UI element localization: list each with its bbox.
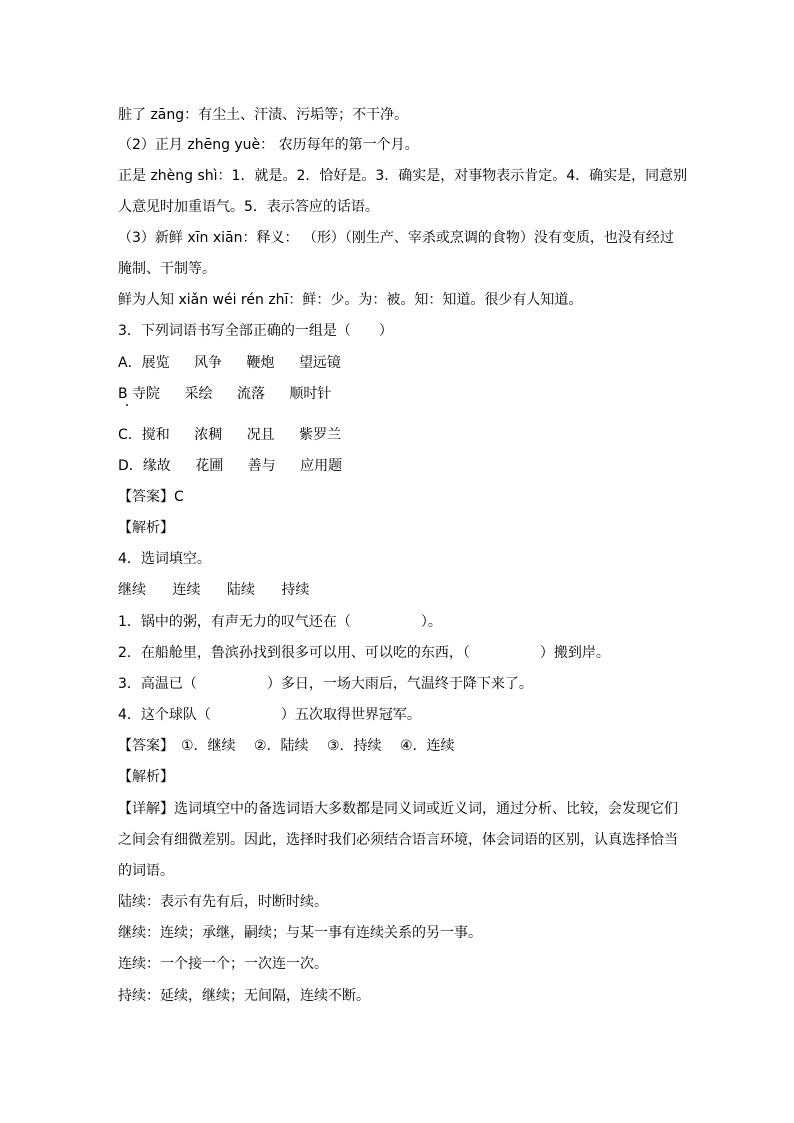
- text-line: （3）新鲜 xīn xiān：释义： （形）（刚生产、宰杀或烹调的食物）没有变质，也没有经过: [118, 230, 674, 246]
- detail-line: 连续：一个接一个；一次连一次。: [118, 956, 328, 972]
- detail-line: 持续：延续，继续；无间隔，连续不断。: [118, 988, 370, 1004]
- option-word: 况且: [246, 427, 275, 443]
- word-option: 连续: [172, 582, 201, 598]
- option-word: 花圃: [195, 458, 224, 474]
- option-word: 善与: [247, 458, 276, 474]
- analysis-label: 【解析】: [118, 769, 174, 785]
- detail-line: 【详解】选词填空中的备选词语大多数都是同义词或近义词，通过分析、比较，会发现它们: [118, 801, 678, 817]
- q4-item: 2．在船舱里，鲁滨孙找到很多可以用、可以吃的东西，（ ）搬到岸。: [118, 645, 610, 661]
- q4-item: 1．锅中的粥，有声无力的叹气还在（ ）。: [118, 614, 442, 630]
- detail-line: 陆续：表示有先有后，时断时续。: [118, 894, 328, 910]
- q4-answer: 【答案】 ①．继续 ②．陆续 ③．持续 ④．连续: [118, 738, 455, 754]
- text-line: 正是 zhèng shì：1．就是。2．恰好是。3．确实是，对事物表示肯定。4．确实是，同意别: [118, 168, 688, 184]
- detail-line: 的词语。: [118, 863, 174, 879]
- q3-option-b: [118, 384, 351, 404]
- word-option: 继续: [118, 582, 146, 598]
- option-label: A．展览: [118, 355, 170, 371]
- q3-option-d: [118, 456, 362, 476]
- q3-option-c: [118, 425, 361, 445]
- option-word: 采绘: [184, 386, 213, 402]
- option-word: 鞭炮: [246, 355, 275, 371]
- detail-line: 继续：连续；承继，嗣续；与某一事有连续关系的另一事。: [118, 925, 482, 941]
- q3-option-a: [118, 353, 361, 373]
- q4-item: 4．这个球队（ ）五次取得世界冠军。: [118, 707, 421, 723]
- text-line: 腌制、干制等。: [118, 261, 216, 277]
- option-word: 顺时针: [289, 386, 332, 402]
- text-line: （2）正月 zhēng yuè： 农历每年的第一个月。: [118, 137, 419, 153]
- q3-answer: 【答案】C: [118, 489, 184, 505]
- text-line: 鲜为人知 xiǎn wéi rén zhī：鲜：少。为：被。知：知道。很少有人知道。: [118, 292, 583, 308]
- word-option: 陆续: [226, 582, 255, 598]
- text-line: 脏了 zāng：有尘土、汗渍、污垢等；不干净。: [118, 107, 409, 123]
- option-label: D．缘故: [118, 458, 171, 474]
- option-word: 流落: [236, 386, 265, 402]
- stray-dot: [126, 404, 128, 406]
- detail-line: 之间会有细微差别。因此，选择时我们必须结合语言环境，体会词语的区别，认真选择恰当: [118, 832, 678, 848]
- option-word: 浓稠: [194, 427, 223, 443]
- option-label: C．搅和: [118, 427, 170, 443]
- word-option: 持续: [281, 582, 310, 598]
- q4-item: 3．高温已（ ）多日，一场大雨后，气温终于降下来了。: [118, 676, 533, 692]
- option-word: 紫罗兰: [299, 427, 342, 443]
- option-word: 望远镜: [298, 355, 341, 371]
- question-4-title: 4．选词填空。: [118, 551, 211, 567]
- option-word: 风争: [194, 355, 223, 371]
- analysis-label: 【解析】: [118, 520, 174, 536]
- option-word: 应用题: [300, 458, 343, 474]
- q4-word-bank: [118, 580, 331, 600]
- text-line: 人意见时加重语气。5．表示答应的话语。: [118, 199, 379, 215]
- question-3-title: 3．下列词语书写全部正确的一组是（ ）: [118, 323, 393, 339]
- option-label: B 寺院: [118, 386, 161, 402]
